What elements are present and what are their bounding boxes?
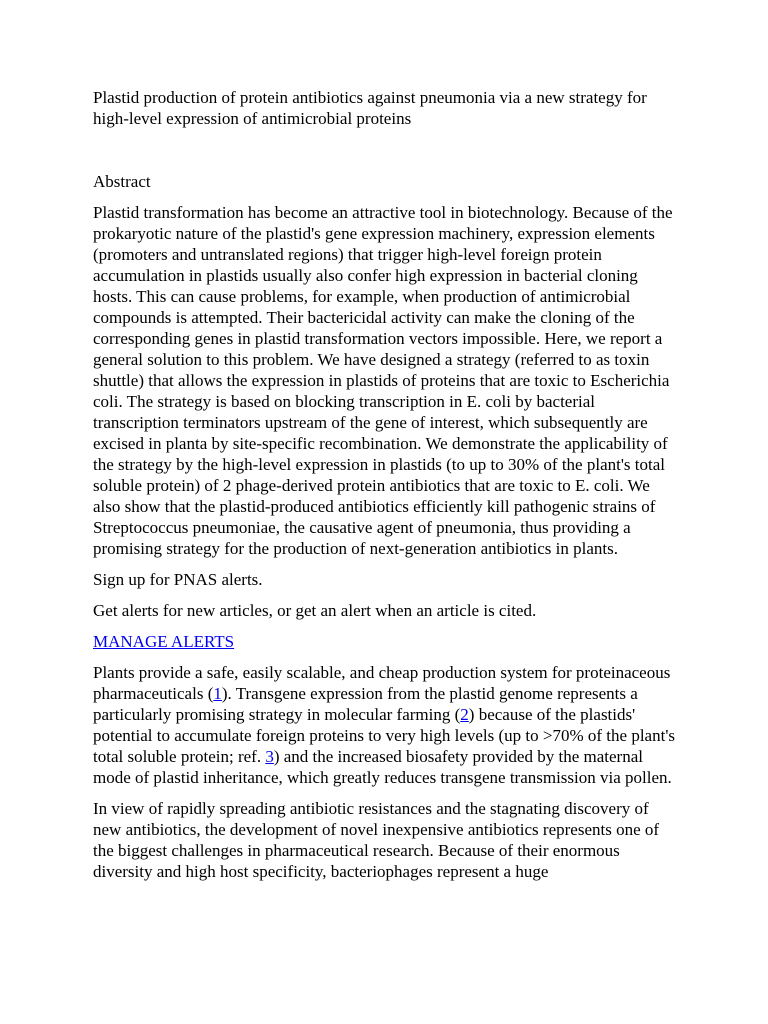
reference-link-3[interactable]: 3 xyxy=(265,747,274,766)
reference-link-2[interactable]: 2 xyxy=(460,705,469,724)
alerts-description: Get alerts for new articles, or get an alert when an article is cited. xyxy=(93,601,537,620)
body-paragraph-1 xyxy=(93,662,679,788)
document-page xyxy=(93,87,679,882)
body-paragraph-1-text-d: ) and the increased biosafety provided by the maternal mode of plastid inheritance, which greatly reduces transgene transmission via pollen. xyxy=(93,747,672,787)
reference-link-1[interactable]: 1 xyxy=(213,684,222,703)
body-paragraph-1-text-b: ). Transgene expression from the plastid genome represents a particularly promising strategy in molecular farming ( xyxy=(93,684,638,724)
manage-alerts-link[interactable]: MANAGE ALERTS xyxy=(93,632,235,651)
abstract-paragraph: Plastid transformation has become an attractive tool in biotechnology. Because of the prokaryotic nature of the plastid's gene expression machinery, expression elements (promoters and untranslated regions) that trigger high-level foreign protein accumulation in plastids usually also confer high expression in bacterial cloning hosts. This can cause problems, for example, when production of antimicrobial compounds is attempted. Their bactericidal activity can make the cloning of the corresponding genes in plastid transformation vectors impossible. Here, we report a general solution to this problem. We have designed a strategy (referred to as toxin shuttle) that allows the expression in plastids of proteins that are toxic to Escherichia coli. The strategy is based on blocking transcription in E. coli by bacterial transcription terminators upstream of the gene of interest, which subsequently are excised in planta by site-specific recombination. We demonstrate the applicability of the strategy by the high-level expression in plastids (to up to 30% of the plant's total soluble protein) of 2 phage-derived protein antibiotics that are toxic to E. coli. We also show that the plastid-produced antibiotics efficiently kill pathogenic strains of Streptococcus pneumoniae, the causative agent of pneumonia, thus providing a promising strategy for the production of next-generation antibiotics in plants. xyxy=(93,203,673,558)
alerts-signup-text: Sign up for PNAS alerts. xyxy=(93,570,263,589)
body-paragraph-1-text-c: ) because of the plastids' potential to accumulate foreign proteins to very high levels (up to >70% of the plant's total soluble protein; ref. xyxy=(93,705,676,766)
body-paragraph-1-text-a: Plants provide a safe, easily scalable, and cheap production system for proteinaceous pharmaceuticals ( xyxy=(93,663,671,703)
article-title: Plastid production of protein antibiotics against pneumonia via a new strategy for high-level expression of antimicrobial proteins xyxy=(93,88,647,128)
abstract-heading: Abstract xyxy=(93,172,151,191)
manage-alerts-container xyxy=(93,631,679,652)
body-paragraph-2: In view of rapidly spreading antibiotic resistances and the stagnating discovery of new antibiotics, the development of novel inexpensive antibiotics represents one of the biggest challenges in pharmaceutical research. Because of their enormous diversity and high host specificity, bacteriophages represent a huge xyxy=(93,799,660,881)
